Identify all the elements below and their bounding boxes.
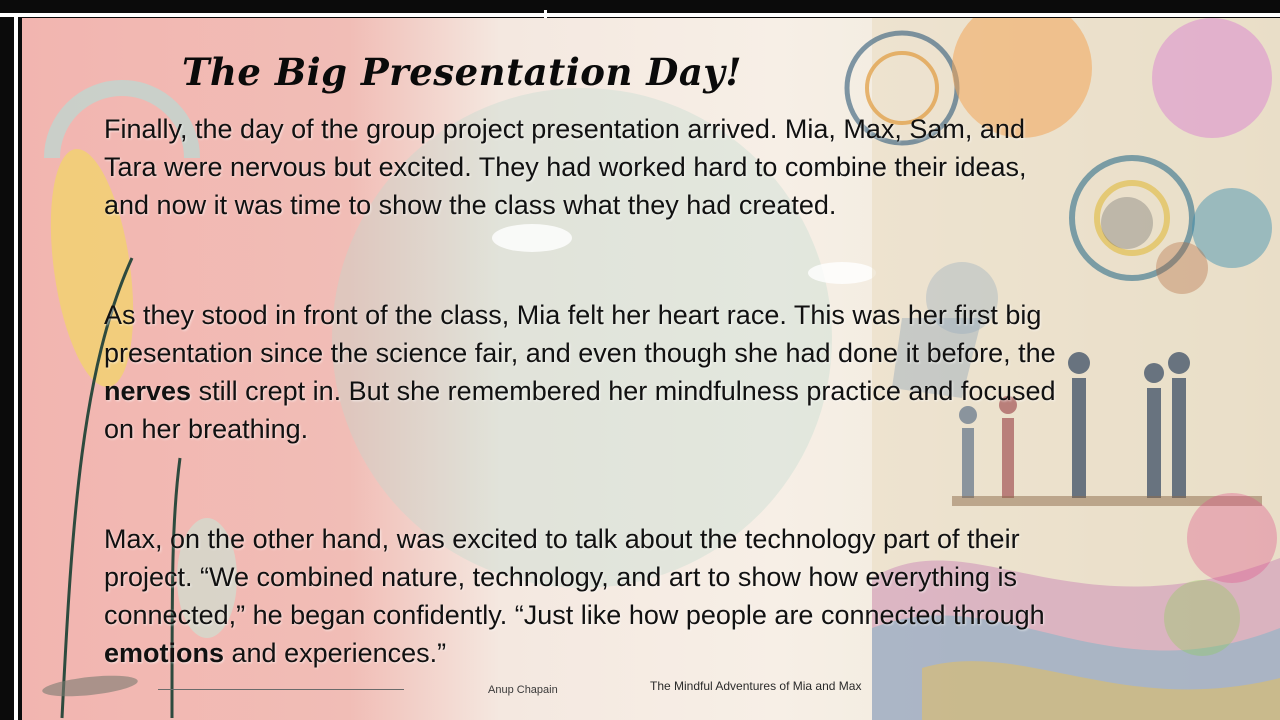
paragraph-3-text-end: and experiences.”	[224, 638, 447, 668]
slide-title: The Big Presentation Day!	[182, 50, 743, 94]
emphasis-nerves: nerves	[104, 376, 192, 406]
emphasis-emotions: emotions	[104, 638, 225, 668]
pink-orb-decoration	[1152, 18, 1272, 138]
paragraph-2-text: As they stood in front of the class, Mia felt her heart race. This was her first big presentation since the science fair, and even though she had done it before, the	[104, 300, 1056, 368]
paragraph-2-text-end: still crept in. But she remembered her mindfulness practice and focused on her breathing.	[104, 376, 1056, 444]
feather-decoration	[41, 672, 138, 700]
paragraph-3-text: Max, on the other hand, was excited to talk about the technology part of their project. “We combined nature, technology, and art to show how everything is connected,” he began confidently. “Just like how people are connected through	[104, 524, 1045, 630]
frame-top-border	[0, 13, 1280, 17]
footer-author: Anup Chapain	[488, 684, 558, 696]
cloud-decoration	[808, 262, 876, 284]
paragraph-1	[104, 110, 1064, 224]
slide-canvas	[22, 18, 1280, 720]
frame-left-border	[14, 13, 18, 720]
paragraph-1-text: Finally, the day of the group project presentation arrived. Mia, Max, Sam, and Tara were nervous but excited. They had worked hard to combine their ideas, and now it was time to show the class what they had created.	[104, 114, 1027, 220]
paragraph-3	[104, 520, 1064, 672]
cloud-decoration	[492, 224, 572, 252]
paint-splash-decoration	[1187, 493, 1277, 583]
paragraph-2	[104, 296, 1064, 448]
footer-series-title: The Mindful Adventures of Mia and Max	[650, 679, 862, 693]
footer-divider	[158, 689, 404, 690]
